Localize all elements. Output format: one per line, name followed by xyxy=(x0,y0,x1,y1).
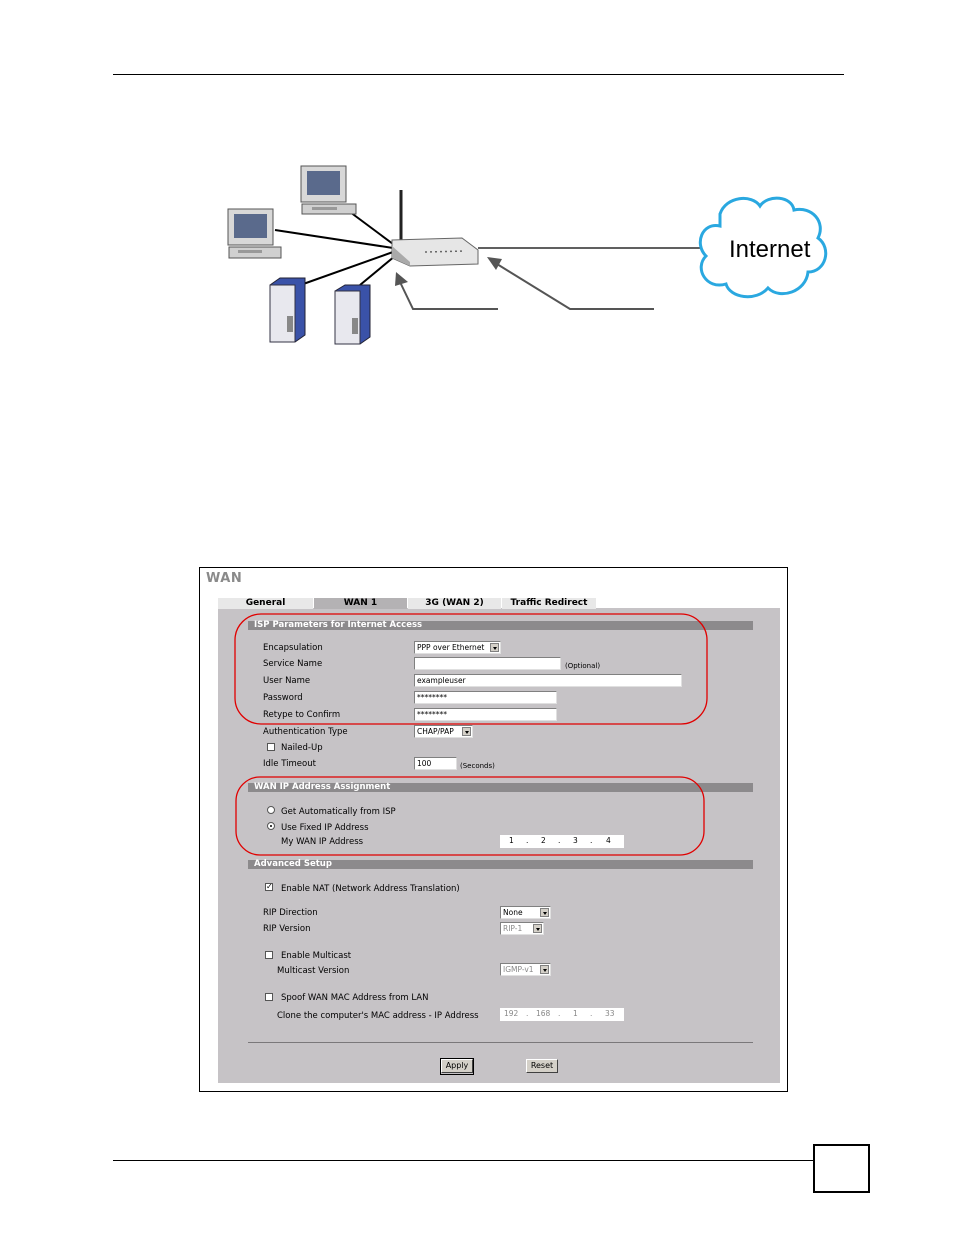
use-fixed-label: Use Fixed IP Address xyxy=(281,823,369,833)
footer-rule xyxy=(113,1160,813,1161)
optional-note: (Optional) xyxy=(565,662,601,670)
page-title: WAN xyxy=(206,571,243,586)
my-wan-ip-input[interactable]: 1 . 2 . 3 . 4 xyxy=(500,835,624,848)
reset-button[interactable]: Reset xyxy=(526,1059,558,1073)
multicast-version-label: Multicast Version xyxy=(277,966,350,976)
idle-timeout-label: Idle Timeout xyxy=(263,759,316,769)
multicast-label: Enable Multicast xyxy=(281,951,352,961)
tab-3g-wan2[interactable]: 3G (WAN 2) xyxy=(408,598,501,609)
ip-octet: 192 xyxy=(504,1009,519,1018)
ip-highlight-oval xyxy=(236,777,704,855)
spoof-mac-label: Spoof WAN MAC Address from LAN xyxy=(281,993,429,1003)
get-auto-label: Get Automatically from ISP xyxy=(281,807,396,817)
nailed-up-label: Nailed-Up xyxy=(281,743,323,753)
idle-timeout-input[interactable]: 100 xyxy=(414,757,457,770)
service-name-label: Service Name xyxy=(263,659,323,669)
advanced-section-header: Advanced Setup xyxy=(248,860,753,869)
auth-type-label: Authentication Type xyxy=(263,727,348,737)
ip-octet: 4 xyxy=(606,836,611,845)
clone-ip-input[interactable]: 192 . 168 . 1 . 33 xyxy=(500,1008,624,1021)
rip-direction-value: None xyxy=(503,908,523,917)
ip-octet: 2 xyxy=(541,836,546,845)
user-name-input[interactable]: exampleuser xyxy=(414,674,682,687)
encapsulation-value: PPP over Ethernet xyxy=(417,643,485,652)
nat-label: Enable NAT (Network Address Translation) xyxy=(281,884,460,894)
ip-octet: 3 xyxy=(573,836,578,845)
encapsulation-label: Encapsulation xyxy=(263,643,323,653)
ip-octet: 33 xyxy=(605,1009,615,1018)
tab-traffic-redirect[interactable]: Traffic Redirect xyxy=(502,598,596,609)
internet-label: Internet xyxy=(729,236,811,263)
isp-highlight-oval xyxy=(235,614,707,724)
retype-confirm-label: Retype to Confirm xyxy=(263,710,341,720)
ip-octet: 1 xyxy=(509,836,514,845)
auth-type-value: CHAP/PAP xyxy=(417,727,454,736)
password-label: Password xyxy=(263,693,303,703)
isp-section-header: ISP Parameters for Internet Access xyxy=(248,621,753,630)
seconds-note: (Seconds) xyxy=(460,762,495,770)
ip-section-header: WAN IP Address Assignment xyxy=(248,783,753,792)
ip-octet: 168 xyxy=(536,1009,551,1018)
clone-mac-label: Clone the computer's MAC address - IP Address xyxy=(277,1011,479,1021)
nat-checkbox[interactable]: ✓ xyxy=(266,882,273,891)
tab-general[interactable]: General xyxy=(218,598,313,609)
user-name-label: User Name xyxy=(263,676,311,686)
rip-direction-label: RIP Direction xyxy=(263,908,318,918)
apply-button[interactable]: Apply xyxy=(441,1059,473,1073)
page-number-box xyxy=(813,1144,870,1193)
password-input[interactable]: ******** xyxy=(414,691,557,704)
retype-password-input[interactable]: ******** xyxy=(414,708,557,721)
multicast-version-value: IGMP-v1 xyxy=(503,965,534,974)
my-wan-ip-label: My WAN IP Address xyxy=(281,837,364,847)
rip-version-label: RIP Version xyxy=(263,924,311,934)
tab-wan1[interactable]: WAN 1 xyxy=(314,598,407,609)
ip-octet: 1 xyxy=(573,1009,578,1018)
rip-version-value: RIP-1 xyxy=(503,924,523,933)
